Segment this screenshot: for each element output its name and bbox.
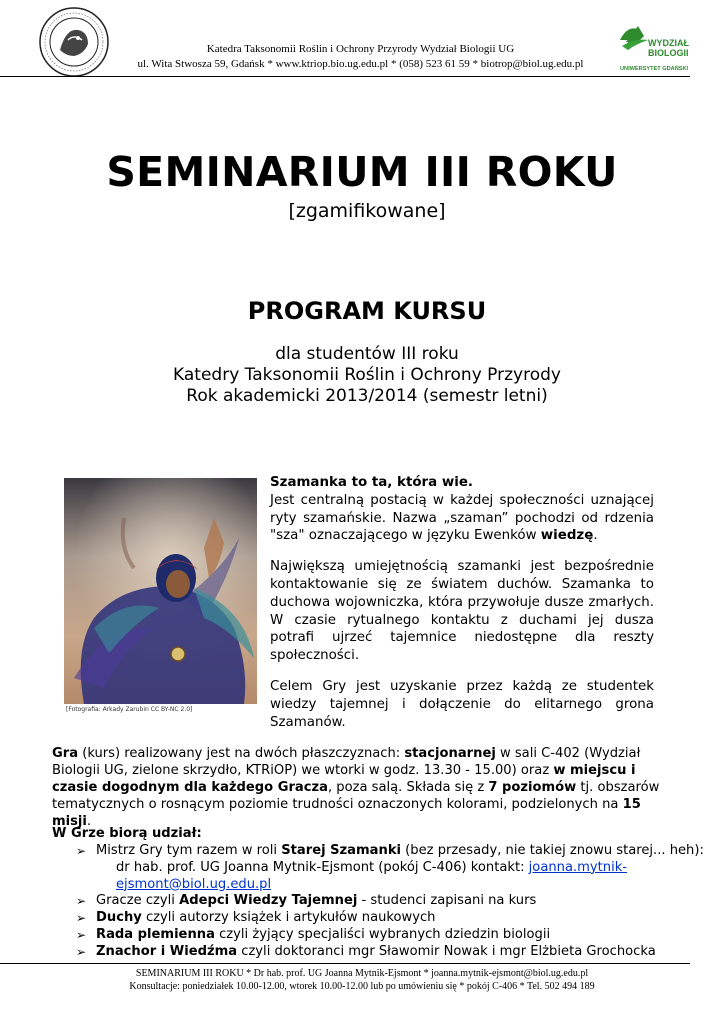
- department-header: [108, 42, 613, 72]
- arrow-bullet-icon: ➢: [76, 927, 87, 942]
- arrow-bullet-icon: ➢: [76, 844, 87, 858]
- desc-text-1: (kurs) realizowany jest na dwóch płaszczyznach:: [78, 746, 405, 761]
- audience-line-2: Katedry Taksonomii Roślin i Ochrony Przyrody: [173, 365, 561, 385]
- intro-text: [270, 474, 654, 744]
- department-address: ul. Wita Stwosza 59, Gdańsk * www.ktriop.bio.ug.edu.pl * (058) 523 61 59 * biotrop@biol.ug.edu.pl: [137, 58, 584, 70]
- course-description-paragraph: [52, 745, 684, 830]
- item-text: - studenci zapisani na kurs: [357, 893, 537, 909]
- desc-bold-missions: 15 misji: [52, 797, 641, 829]
- desc-text-4: tj. obszarów tematycznych o rosnącym poziomie trudności oznaczonych kolorami, podzielonych na: [52, 780, 660, 812]
- desc-bold-stationary: stacjonarnej: [404, 746, 496, 761]
- intro-paragraph-3: Celem Gry jest uzyskanie przez każdą ze studentek wiedzy tajemnej i dołączenie do elitarnego grona Szamanów.: [270, 678, 654, 730]
- participants-list: [76, 843, 716, 961]
- intro-lead: Szamanka to ta, która wie.: [270, 475, 473, 490]
- arrow-bullet-icon: ➢: [76, 894, 87, 909]
- arrow-bullet-icon: ➢: [76, 944, 87, 959]
- page-title: SEMINARIUM III ROKU: [106, 148, 618, 196]
- intro-paragraph-1: [270, 492, 654, 545]
- logo-text-line2: BIOLOGII: [648, 48, 689, 58]
- intro-p1-emphasis: wiedzę: [540, 528, 594, 544]
- item-text: czyli autorzy książek i artykułów naukowych: [141, 910, 436, 926]
- email-link[interactable]: joanna.mytnik-ejsmont@biol.ug.edu.pl: [116, 859, 628, 892]
- university-seal-logo: [38, 6, 110, 78]
- audience-block: [0, 344, 724, 407]
- item-text: Gracze czyli: [96, 893, 180, 909]
- list-item: [76, 944, 716, 961]
- item-text: Mistrz Gry tym razem w roli: [96, 843, 282, 858]
- list-item: [76, 843, 716, 893]
- item-bold: Starej Szamanki: [281, 843, 402, 858]
- shaman-photo: [64, 478, 257, 704]
- desc-text-3: , poza salą. Składa się z: [327, 780, 489, 795]
- footer-divider: [0, 963, 690, 964]
- header-divider: [0, 76, 690, 77]
- photo-credit: [Fotografia: Arkady Zarubin CC BY-NC 2.0]: [66, 706, 193, 713]
- item-text: (bez przesady, nie takiej znowu starej... heh):: [401, 843, 704, 858]
- department-name: Katedra Taksonomii Roślin i Ochrony Przyrody Wydział Biologii UG: [206, 43, 515, 55]
- desc-text-5: .: [86, 814, 92, 829]
- audience-line-3: Rok akademicki 2013/2014 (semestr letni): [186, 386, 548, 406]
- game-master-contact: [96, 860, 716, 894]
- arrow-bullet-icon: ➢: [76, 911, 87, 926]
- desc-text-2: w sali C-402 (Wydział Biologii UG, zielone skrzydło, KTRiOP) we wtorki w godz. 13.30 - 15.00) oraz: [52, 746, 641, 778]
- desc-bold-game: Gra: [52, 746, 79, 761]
- item-bold: Znachor i Wiedźma: [96, 943, 238, 959]
- participants-heading: W Grze biorą udział:: [52, 826, 202, 841]
- list-item: [76, 893, 716, 910]
- intro-p1-end: .: [593, 528, 598, 544]
- program-heading: PROGRAM KURSU: [247, 297, 487, 325]
- page-subtitle: [zgamifikowane]: [288, 200, 446, 222]
- item-text: czyli żyjący specjaliści wybranych dziedzin biologii: [214, 926, 551, 942]
- item-bold: Adepci Wiedzy Tajemnej: [179, 893, 358, 909]
- page-footer: [0, 967, 724, 993]
- logo-text-line1: WYDZIAŁ: [648, 38, 689, 48]
- desc-bold-anywhere: w miejscu i czasie dogodnym dla każdego Gracza: [52, 763, 636, 795]
- logo-text-line3: UNIWERSYTET GDAŃSKI: [620, 66, 689, 72]
- intro-paragraph-2: Największą umiejętnością szamanki jest bezpośrednie kontaktowanie się ze światem duchów. Szamanka to duchowa wojowniczka, która przywołuje dusze zmarłych. W czasie rytualnego kontaktu z duchami jej dusza potrafi ujrzeć tajemnice niedostępne dla reszty społeczności.: [270, 559, 654, 664]
- desc-bold-levels: 7 poziomów: [488, 780, 577, 795]
- list-item: [76, 927, 716, 944]
- footer-line-2: Konsultacje: poniedziałek 10.00-12.00, wtorek 10.00-12.00 lub po umówieniu się * pokój C-406 * Tel. 502 494 189: [129, 981, 595, 992]
- footer-line-1: SEMINARIUM III ROKU * Dr hab. prof. UG Joanna Mytnik-Ejsmont * joanna.mytnik-ejsmont@biol.ug.edu.pl: [135, 968, 589, 979]
- contact-text: dr hab. prof. UG Joanna Mytnik-Ejsmont (pokój C-406) kontakt:: [116, 859, 529, 875]
- faculty-logo: [618, 20, 690, 74]
- item-bold: Rada plemienna: [96, 926, 215, 942]
- audience-line-1: dla studentów III roku: [275, 344, 459, 364]
- item-bold: Duchy: [96, 910, 142, 926]
- item-text: czyli doktoranci mgr Sławomir Nowak i mgr Elżbieta Grochocka: [237, 943, 656, 959]
- course-description: [52, 745, 684, 830]
- intro-p1-text: Jest centralną postacią w każdej społeczności uznającej ryty szamańskie. Nazwa „szaman” pochodzi od rdzenia "sza" oznaczającego w języku Ewenków: [270, 492, 654, 544]
- list-item: [76, 910, 716, 927]
